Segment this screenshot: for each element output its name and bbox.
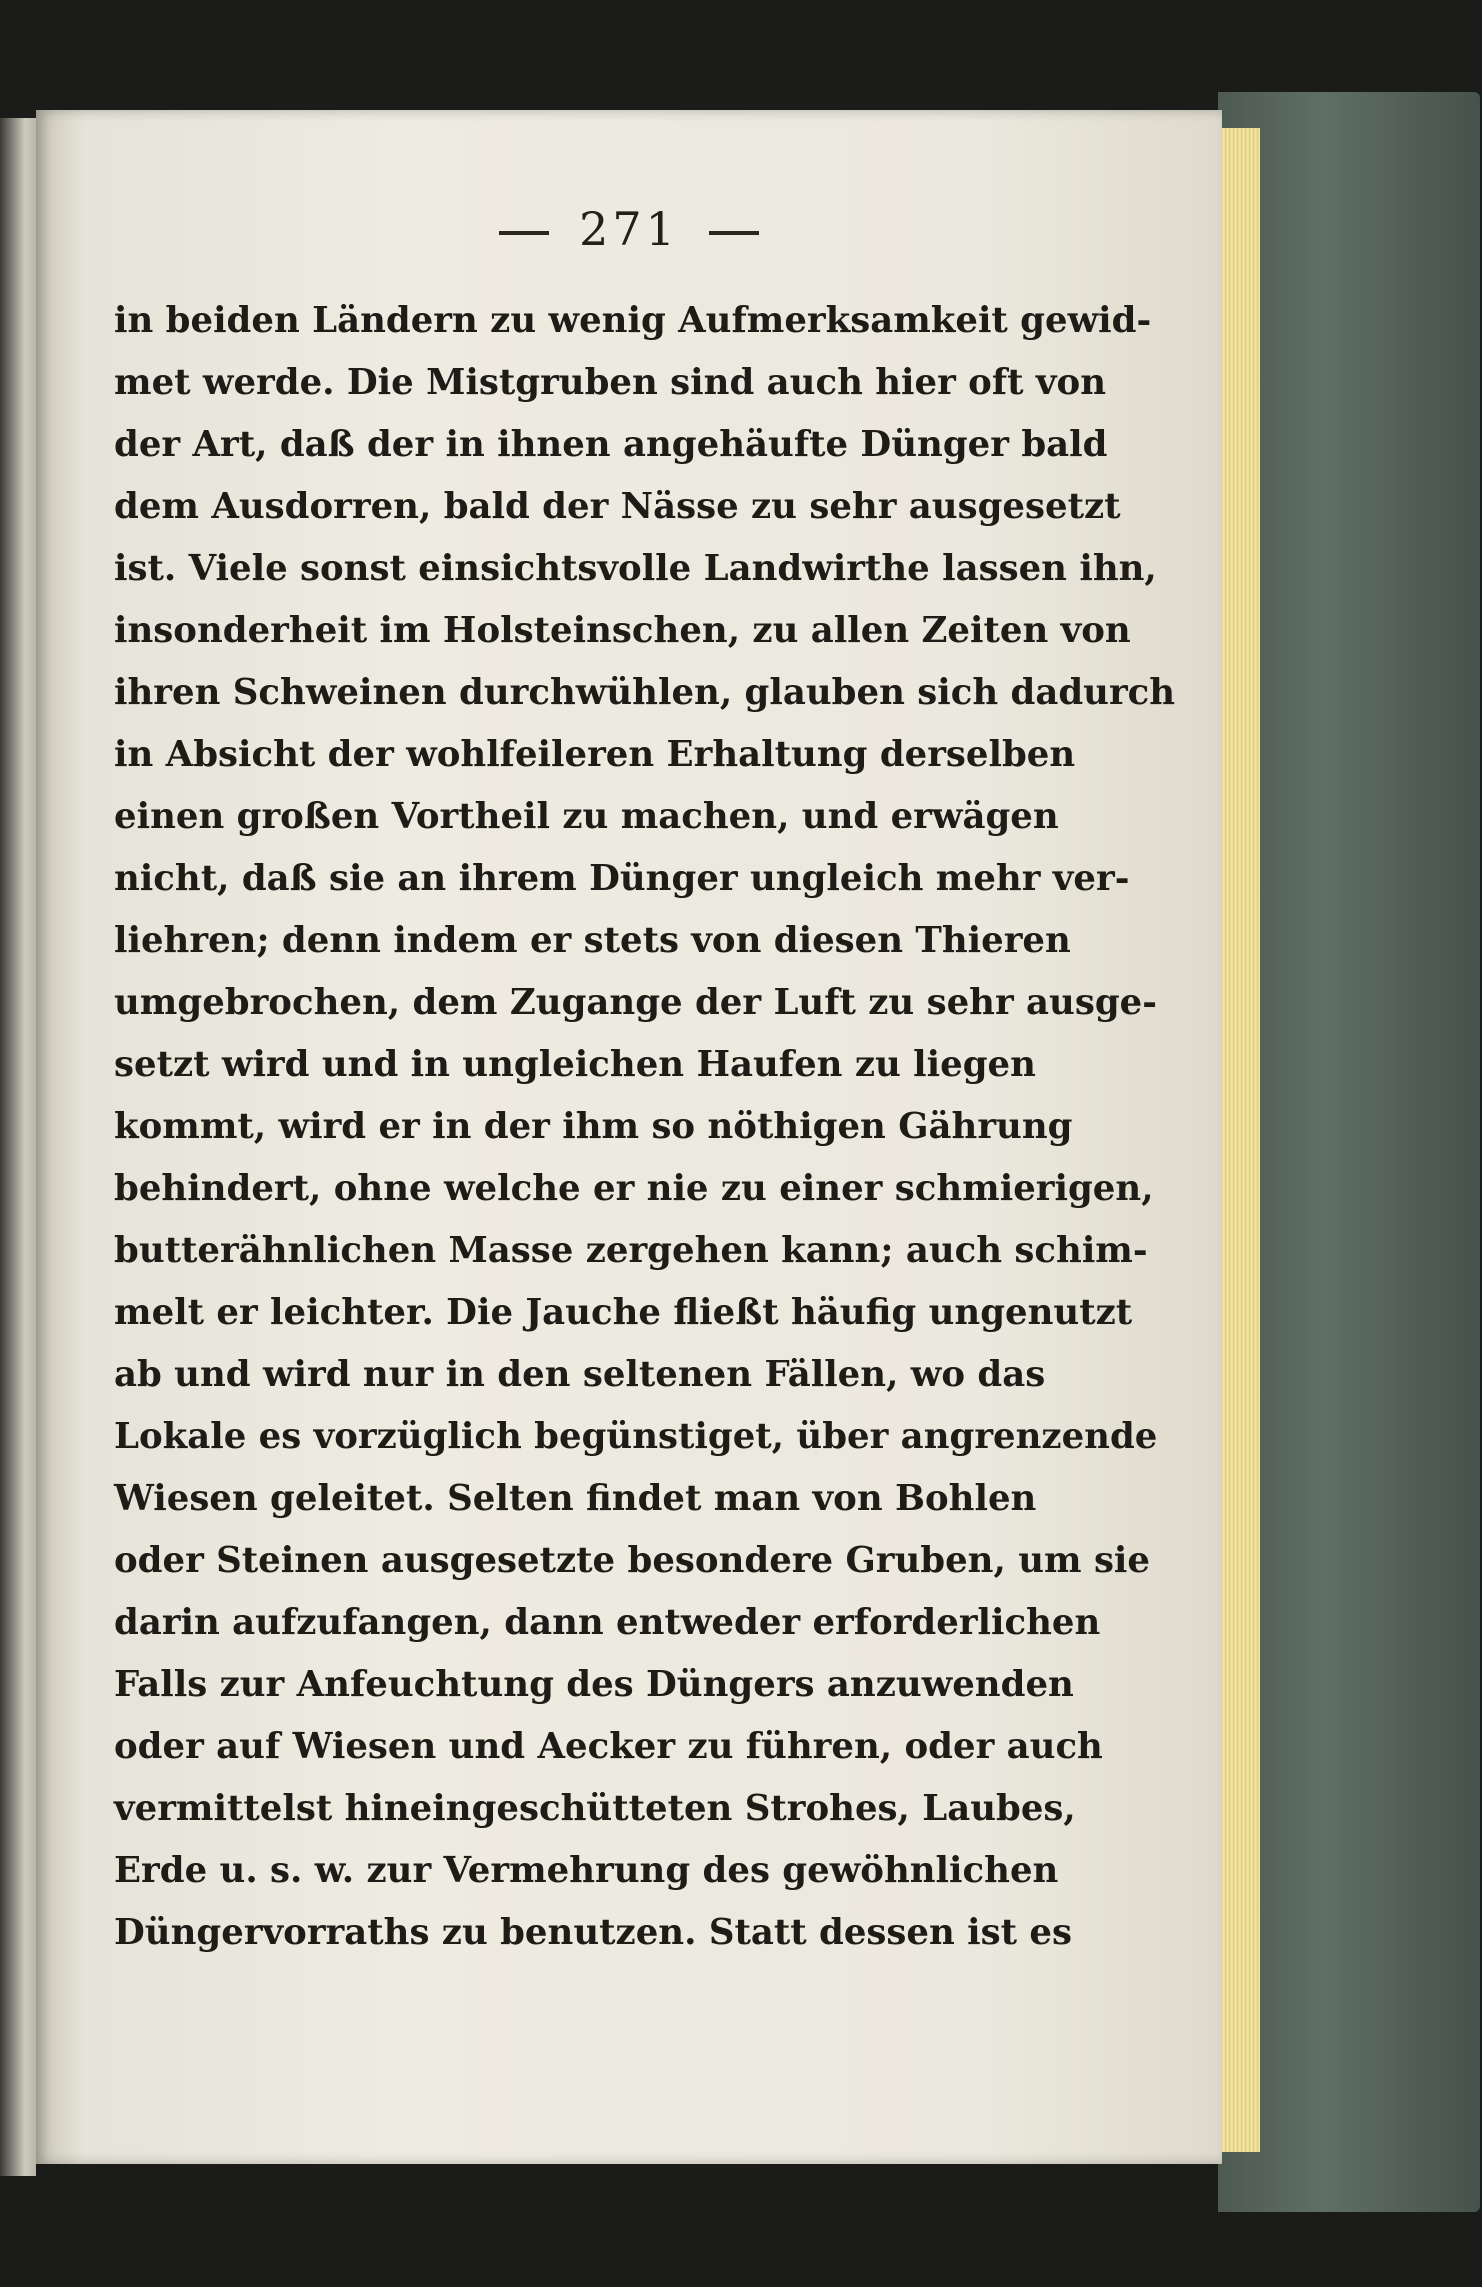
text-line: Wiesen geleitet. Selten findet man von Bohlen [114,1478,1037,1519]
text-line: darin aufzufangen, dann entweder erforderlichen [114,1602,1101,1643]
text-line: oder Steinen ausgesetzte besondere Gruben, um sie [114,1540,1151,1581]
text-line: in Absicht der wohlfeileren Erhaltung derselben [114,734,1076,775]
text-line: dem Ausdorren, bald der Nässe zu sehr ausgesetzt [114,486,1121,527]
text-line: der Art, daß der in ihnen angehäufte Dünger bald [114,424,1108,465]
text-line: Falls zur Anfeuchtung des Düngers anzuwenden [114,1664,1074,1705]
text-line: einen großen Vortheil zu machen, und erwägen [114,796,1059,837]
text-line: butterähnlichen Masse zergehen kann; auch schim- [114,1230,1148,1271]
text-line: ist. Viele sonst einsichtsvolle Landwirthe lassen ihn, [114,548,1157,589]
text-line: Lokale es vorzüglich begünstiget, über angrenzende [114,1416,1158,1457]
text-line: nicht, daß sie an ihrem Dünger ungleich mehr ver- [114,858,1130,899]
book-page [36,110,1222,2164]
text-line: melt er leichter. Die Jauche fließt häufig ungenutzt [114,1292,1133,1333]
text-line: met werde. Die Mistgruben sind auch hier oft von [114,362,1107,403]
body-text [114,290,1176,1964]
text-line: in beiden Ländern zu wenig Aufmerksamkeit gewid- [114,300,1152,341]
left-page-edge [0,118,36,2176]
text-line: liehren; denn indem er stets von diesen Thieren [114,920,1071,961]
text-line: ab und wird nur in den seltenen Fällen, wo das [114,1354,1046,1395]
page-header [36,202,1222,256]
text-line: setzt wird und in ungleichen Haufen zu liegen [114,1044,1036,1085]
text-line: behindert, ohne welche er nie zu einer schmierigen, [114,1168,1154,1209]
text-line: insonderheit im Holsteinschen, zu allen Zeiten von [114,610,1131,651]
header-dash-right [709,231,759,235]
text-line: oder auf Wiesen und Aecker zu führen, oder auch [114,1726,1103,1767]
text-line: Erde u. s. w. zur Vermehrung des gewöhnlichen [114,1850,1059,1891]
header-dash-left [499,231,549,235]
text-line: kommt, wird er in der ihm so nöthigen Gährung [114,1106,1073,1147]
text-line: ihren Schweinen durchwühlen, glauben sich dadurch [114,672,1176,713]
page-number: 271 [579,202,679,256]
page-edges [1218,128,1260,2152]
text-line: umgebrochen, dem Zugange der Luft zu sehr ausge- [114,982,1157,1023]
text-line: Düngervorraths zu benutzen. Statt dessen ist es [114,1912,1072,1953]
text-line: vermittelst hineingeschütteten Strohes, Laubes, [114,1788,1076,1829]
